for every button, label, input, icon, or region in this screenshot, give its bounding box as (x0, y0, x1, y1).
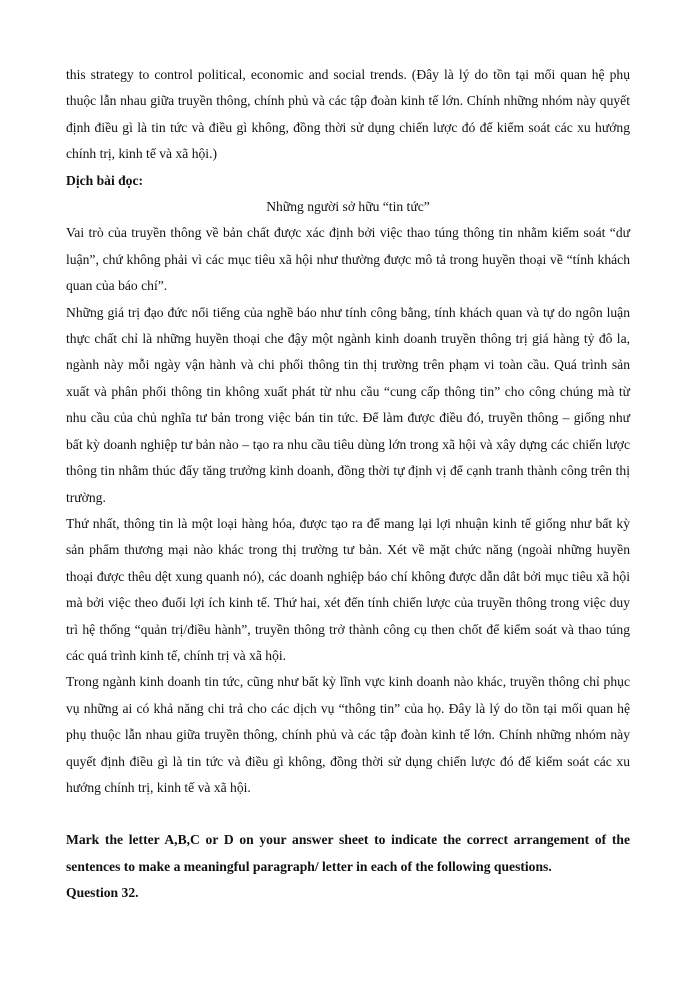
spacer (66, 801, 630, 827)
body-paragraph-2: Những giá trị đạo đức nổi tiếng của nghề báo như tính công bằng, tính khách quan và tự do ngôn luận thực chất chỉ là những huyền thoại che đậy một ngành kinh doanh truyền thông trị giá hàng tỷ đô la, ngành này mỗi ngày vận hành và chi phối thông tin thị trường trên phạm vi toàn cầu. Quá trình sản xuất và phân phối thông tin không xuất phát từ nhu cầu “cung cấp thông tin” cho công chúng mà từ nhu cầu của chủ nghĩa tư bản trong việc bán tin tức. Để làm được điều đó, truyền thông – giống như bất kỳ doanh nghiệp tư bản nào – tạo ra nhu cầu tiêu dùng lớn trong xã hội và xây dựng các chiến lược thông tin nhằm thúc đẩy tăng trưởng kinh doanh, đồng thời tự định vị để cạnh tranh thành công trên thị trường. (66, 304, 630, 505)
body-paragraph-4: Trong ngành kinh doanh tin tức, cũng như bất kỳ lĩnh vực kinh doanh nào khác, truyền thông chỉ phục vụ những ai có khả năng chi trả cho các dịch vụ “thông tin” của họ. Đây là lý do tồn tại mối quan hệ phụ thuộc lẫn nhau giữa truyền thông, chính phủ và các tập đoàn kinh tế lớn. Chính những nhóm này quyết định điều gì là tin tức và điều gì không, đồng thời sử dụng chiến lược đó để kiểm soát các xu hướng chính trị, kinh tế và xã hội. (66, 674, 630, 795)
document-page (66, 62, 630, 907)
translation-heading: Dịch bài đọc: (66, 172, 144, 188)
body-paragraph-3: Thứ nhất, thông tin là một loại hàng hóa, được tạo ra để mang lại lợi nhuận kinh tế giống như bất kỳ sản phẩm thương mại nào khác trong thị trường tư bản. Xét về mặt chức năng (ngoài những huyền thoại được thêu dệt xung quanh nó), các doanh nghiệp báo chí không được dẫn dắt bởi mục tiêu xã hội mà bởi việc theo đuổi lợi ích kinh tế. Thứ hai, xét đến tính chiến lược của truyền thông trong việc duy trì hệ thống “quản trị/điều hành”, truyền thông trở thành công cụ then chốt để kiểm soát và thao túng các quá trình kinh tế, chính trị và xã hội. (66, 515, 630, 663)
question-label: Question 32. (66, 885, 139, 901)
instruction-text: Mark the letter A,B,C or D on your answer sheet to indicate the correct arrangement of the sentences to make a meaningful paragraph/ letter in each of the following questions. (66, 832, 630, 874)
translation-title: Những người sở hữu “tin tức” (266, 199, 430, 215)
body-paragraph-1: Vai trò của truyền thông về bản chất được xác định bởi việc thao túng thông tin nhằm kiểm soát “dư luận”, chứ không phải vì các mục tiêu xã hội như thường được mô tả trong huyền thoại về “tính khách quan của báo chí”. (66, 225, 630, 294)
intro-paragraph: this strategy to control political, economic and social trends. (Đây là lý do tồn tại mối quan hệ phụ thuộc lẫn nhau giữa truyền thông, chính phủ và các tập đoàn kinh tế lớn. Chính những nhóm này quyết định điều gì là tin tức và điều gì không, đồng thời sử dụng chiến lược đó để kiểm soát các xu hướng chính trị, kinh tế và xã hội.) (66, 67, 630, 162)
